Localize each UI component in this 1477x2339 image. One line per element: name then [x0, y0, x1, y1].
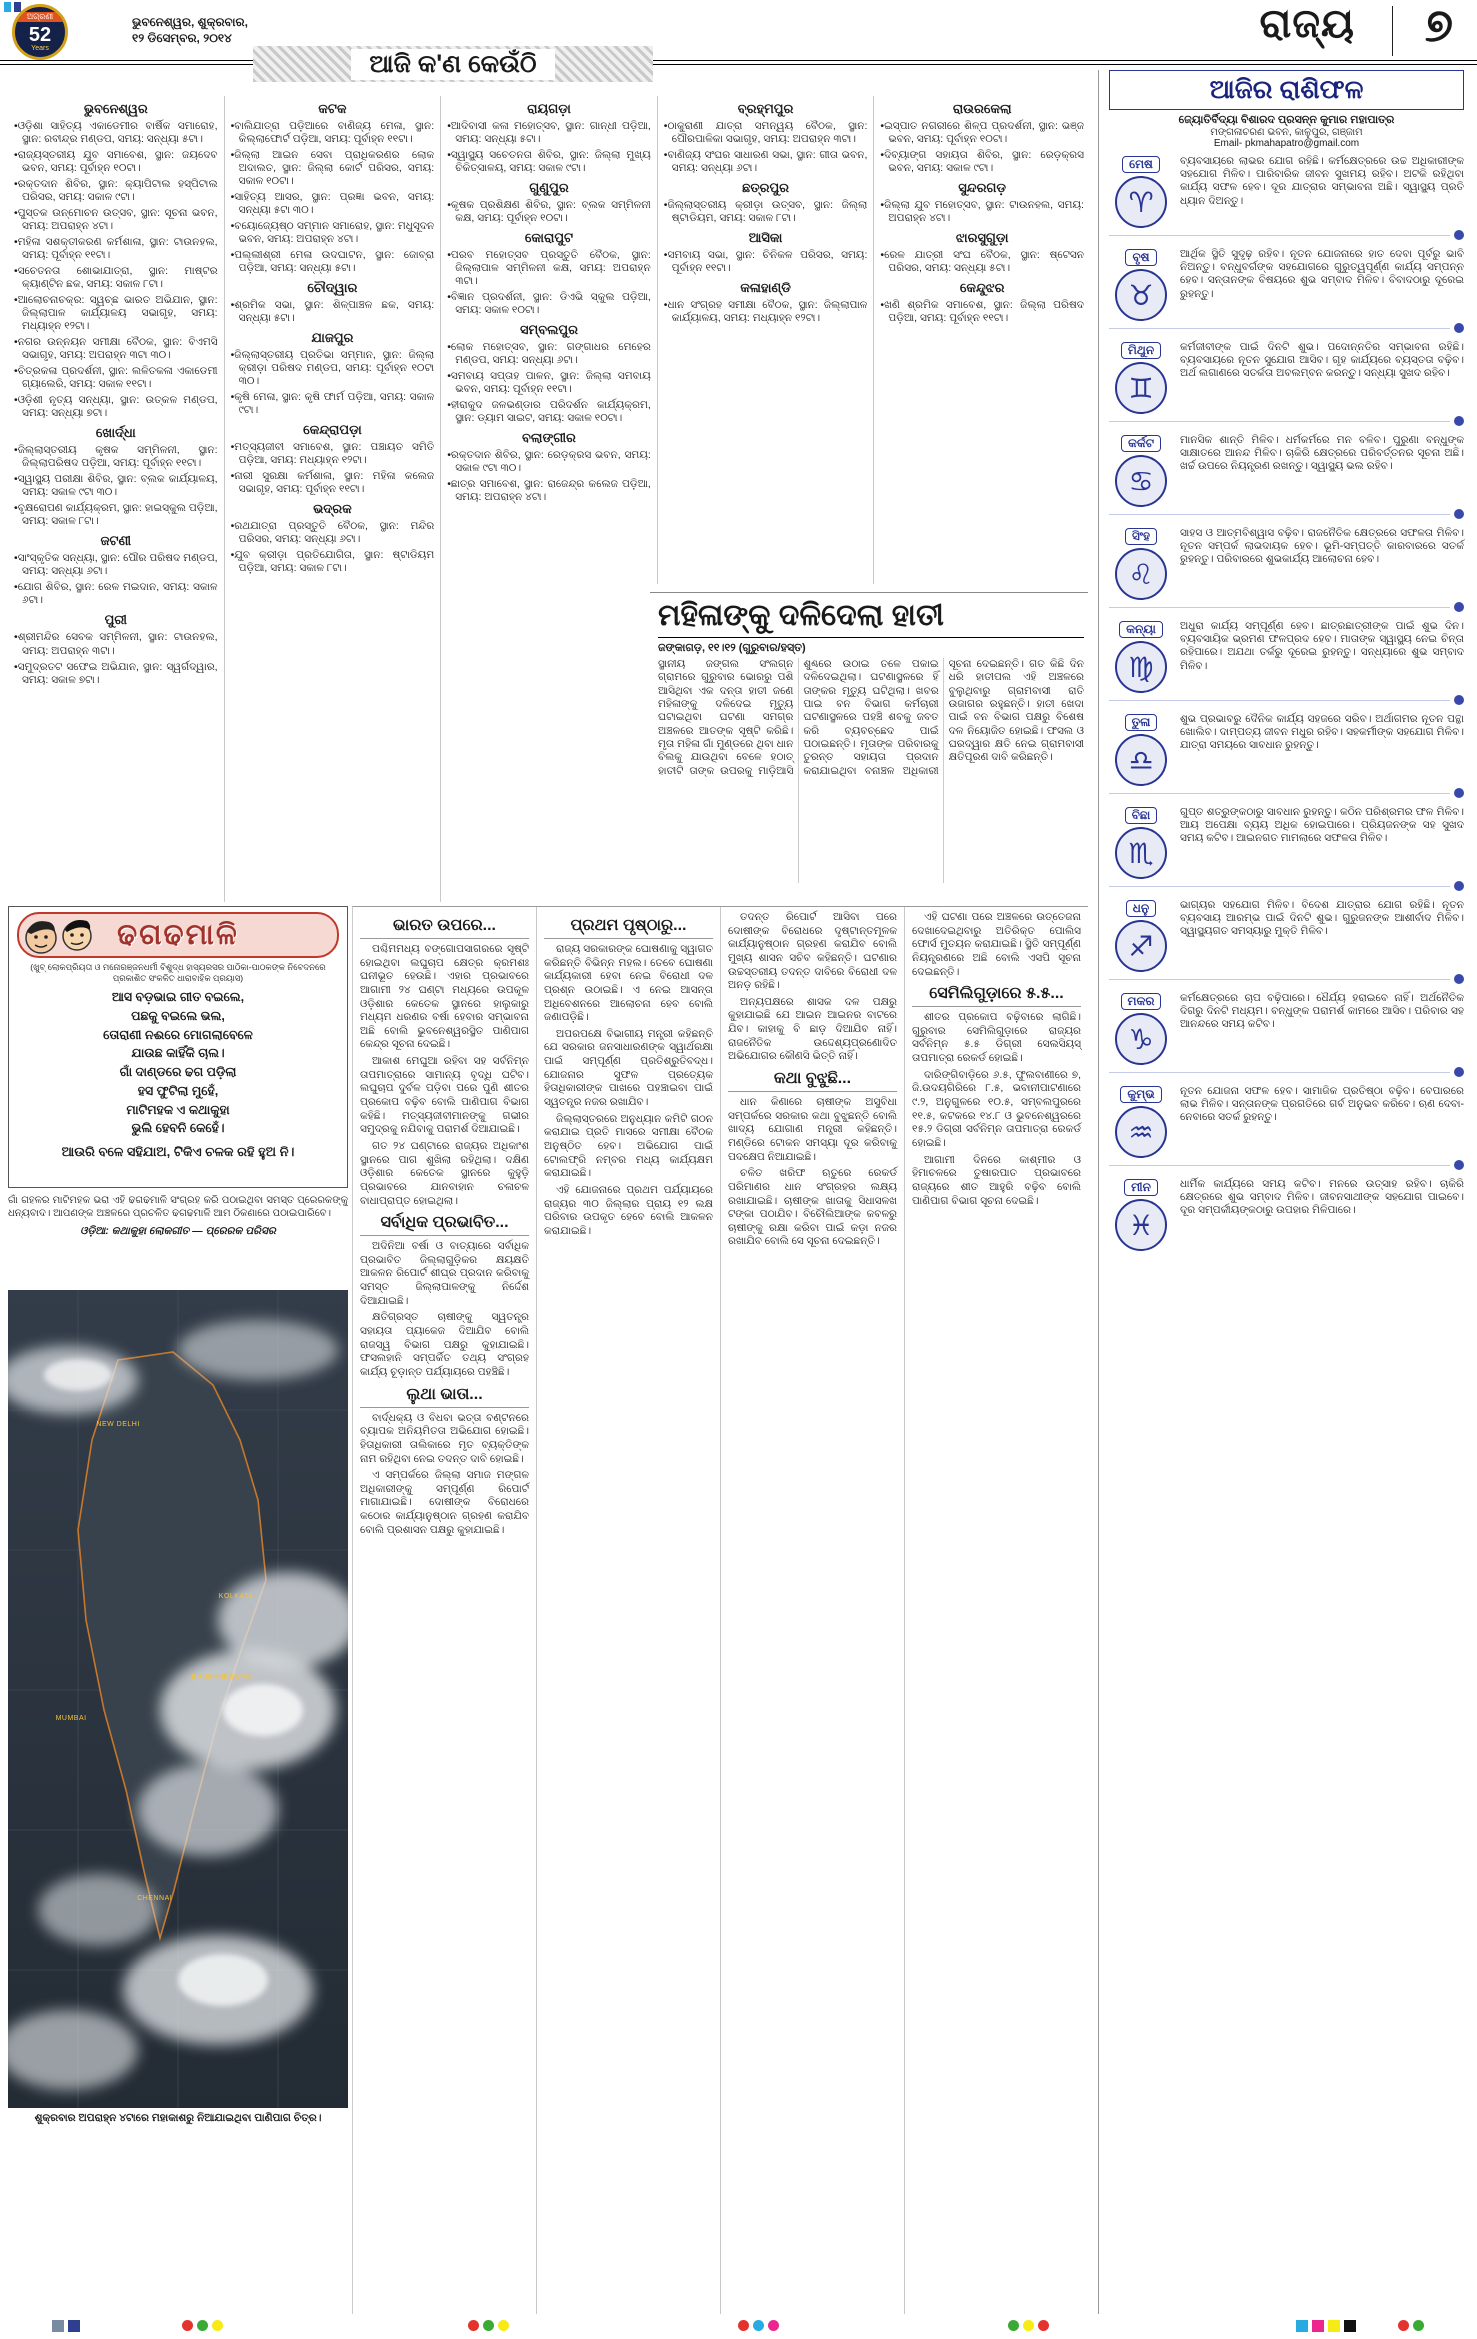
masthead-rule [0, 60, 1477, 61]
listing-item: • ପୁସ୍ତକ ଉନ୍ମୋଚନ ଉତ୍ସବ, ସ୍ଥାନ: ସୂଚନା ଭବନ, ସମୟ: ଅପରାହ୍ନ ୪ଟା। [14, 207, 218, 233]
listing-town-heading: ସମ୍ବଲପୁର [520, 322, 578, 338]
section-paragraph: ଏହି ଯୋଜନାରେ ପ୍ରଥମ ପର୍ଯ୍ୟାୟରେ ରାଜ୍ୟର ୩୦ ଜିଲ୍ଲାର ପ୍ରାୟ ୧୨ ଲକ୍ଷ ପରିବାର ଉପକୃତ ହେବେ ବୋଲି ଆକଳନ କରାଯାଇଛି। [544, 1183, 713, 1237]
reg-dot [498, 2320, 509, 2331]
zodiac-sign-name: ମକର [1121, 993, 1162, 1010]
zodiac-sign-icon: ♑ [1115, 1013, 1167, 1065]
zodiac-sign-left [1109, 620, 1173, 693]
listing-item: • ନଗର ଉନ୍ନୟନ ସମୀକ୍ଷା ବୈଠକ, ସ୍ଥାନ: ବିଏମସି ସଭାଗୃହ, ସମୟ: ଅପରାହ୍ନ ୩ଟା ୩୦। [14, 336, 218, 362]
reg-dot [1038, 2320, 1049, 2331]
zodiac-sign-block [1109, 155, 1464, 228]
zodiac-sign-icon: ♓ [1115, 1199, 1167, 1251]
listing-item: • ସମବାୟ ସଭା, ସ୍ଥାନ: ଚିନିକଳ ପରିସର, ସମୟ: ପୂର୍ବାହ୍ନ ୧୧ଟା। [664, 249, 868, 275]
listing-item: • ସାଂସ୍କୃତିକ ସନ୍ଧ୍ୟା, ସ୍ଥାନ: ପୌର ପରିଷଦ ମଣ୍ଡପ, ସମୟ: ସନ୍ଧ୍ୟା ୬ଟା। [14, 552, 218, 578]
humor-closing-couplet: ଆଉରି ବଳେ ସହିଯାଅ, ଟିକିଏ ଚଳକ ରହି ହୁଅ ନି। [61, 1144, 295, 1160]
zodiac-sign-icon: ♋ [1115, 455, 1167, 507]
separator-line [1109, 793, 1450, 794]
zodiac-sign-text: ଧାର୍ମିକ କାର୍ଯ୍ୟରେ ସମୟ କଟିବ। ମନରେ ଉତ୍ସାହ ରହିବ। ଚାକିରି କ୍ଷେତ୍ରରେ ଶୁଭ ସମ୍ବାଦ ମିଳିବ। ଜୀବନସାଥୀଙ୍କ ସହଯୋଗ ପାଇବେ। ଦୂର ସମ୍ପର୍କୀୟଙ୍କଠାରୁ ଉପହାର ମିଳିପାରେ। [1180, 1178, 1464, 1217]
section-paragraph: କ୍ଷତିଗ୍ରସ୍ତ ଚାଷୀଙ୍କୁ ସ୍ୱତନ୍ତ୍ର ସହାୟତା ପ୍ୟାକେଜ ଦିଆଯିବ ବୋଲି ରାଜସ୍ୱ ବିଭାଗ ପକ୍ଷରୁ କୁହାଯାଇଛି। ଫସଲହାନି ସମ୍ପର୍କିତ ତଥ୍ୟ ସଂଗ୍ରହ କାର୍ଯ୍ୟ ଚୂଡ଼ାନ୍ତ ପର୍ଯ୍ୟାୟରେ ପହଞ୍ଚିଛି। [360, 1311, 529, 1378]
zodiac-separator [1109, 600, 1464, 614]
section-paragraph: ଗତ ୨୪ ଘଣ୍ଟାରେ ରାଜ୍ୟର ଅଧିକାଂଶ ସ୍ଥାନରେ ପାଗ ଶୁଖିଲା ରହିଥିଲା। ଦକ୍ଷିଣ ଓଡ଼ିଶାର କେତେକ ସ୍ଥାନରେ କୁହୁଡ଼ି ପ୍ରଭାବରେ ଯାନବାହାନ ଚଳାଚଳ ବାଧାପ୍ରାପ୍ତ ହୋଇଥିଲା। [360, 1139, 529, 1207]
zodiac-sign-text: ଅଧୁରା କାର୍ଯ୍ୟ ସମ୍ପୂର୍ଣ୍ଣ ହେବ। ଛାତ୍ରଛାତ୍ରୀଙ୍କ ପାଇଁ ଶୁଭ ଦିନ। ବ୍ୟବସାୟିକ ଭ୍ରମଣ ଫଳପ୍ରଦ ହେବ। ମାତାଙ୍କ ସ୍ୱାସ୍ଥ୍ୟ ନେଇ ଚିନ୍ତା ରହିପାରେ। ଅଯଥା ତର୍କରୁ ଦୂରେଇ ରୁହନ୍ତୁ। ସନ୍ଧ୍ୟାରେ ଶୁଭ ସମ୍ବାଦ ମିଳିବ। [1180, 620, 1464, 672]
separator-dot [1454, 416, 1464, 426]
listing-town-heading: ଚୌଦ୍ୱାର [307, 280, 358, 296]
bottom-column [353, 907, 536, 2314]
zodiac-sign-left [1109, 713, 1173, 786]
note-credit: ଓଡ଼ିଆ: କଥାକୁହା ଲୋକଗୀତ — ପ୍ରେରକ ପରିସର [80, 1225, 276, 1237]
listing-item: • ରେଳ ଯାତ୍ରୀ ସଂଘ ବୈଠକ, ସ୍ଥାନ: ଷ୍ଟେସନ ପରିସର, ସମୟ: ସନ୍ଧ୍ୟା ୫ଟା। [880, 249, 1084, 275]
map-city-label: CHENNAI [137, 1895, 173, 1903]
listing-town-heading: ଯାଜପୁର [311, 330, 354, 346]
zodiac-separator [1109, 879, 1464, 893]
zodiac-separator [1109, 1158, 1464, 1172]
section-paragraph: ଏହି ଘଟଣା ପରେ ଅଞ୍ଚଳରେ ଉତ୍ତେଜନା ଦେଖାଦେଇଥିବାରୁ ଅତିରିକ୍ତ ପୋଲିସ ଫୋର୍ସ ମୁତୟନ କରାଯାଇଛି। ସ୍ଥିତି ସମ୍ପୂର୍ଣ୍ଣ ନିୟନ୍ତ୍ରଣରେ ଅଛି ବୋଲି ଏସପି ସୂଚନା ଦେଇଛନ୍ତି। [912, 911, 1081, 978]
separator-line [1109, 700, 1450, 701]
zodiac-separator [1109, 321, 1464, 335]
reg-dot [1413, 2320, 1424, 2331]
listing-item: • ବାଣିଜ୍ୟ ସଂଘର ସାଧାରଣ ସଭା, ସ୍ଥାନ: ଗୀତା ଭବନ, ସମୟ: ସନ୍ଧ୍ୟା ୬ଟା। [664, 149, 868, 175]
listing-town-heading: ରାଉରକେଲା [952, 101, 1012, 116]
listing-column [657, 96, 874, 584]
section-heading: ଭାରତ ଉପରେ... [360, 917, 529, 939]
separator-dot [1454, 1160, 1464, 1170]
reg-cluster [1296, 2320, 1356, 2332]
zodiac-sign-left [1109, 341, 1173, 414]
listing-item: • ଆଦିବାସୀ କଳା ମହୋତ୍ସବ, ସ୍ଥାନ: ଗାନ୍ଧୀ ପଡ଼ିଆ, ସମୟ: ସନ୍ଧ୍ୟା ୫ଟା। [447, 120, 651, 146]
section-paragraph: ଅଦିନିଆ ବର୍ଷା ଓ ବାତ୍ୟାରେ ସର୍ବାଧିକ ପ୍ରଭାବିତ ଜିଲ୍ଲାଗୁଡ଼ିକର କ୍ଷୟକ୍ଷତି ଆକଳନ ରିପୋର୍ଟ ଶୀଘ୍ର ପ୍ରଦାନ କରିବାକୁ ସମସ୍ତ ଜିଲ୍ଲାପାଳଙ୍କୁ ନିର୍ଦ୍ଦେଶ ଦିଆଯାଇଛି। [360, 1240, 529, 1307]
separator-line [1109, 979, 1450, 980]
weather-figure [8, 1290, 348, 2130]
zodiac-sign-text: ଗୁପ୍ତ ଶତ୍ରୁଙ୍କଠାରୁ ସାବଧାନ ରୁହନ୍ତୁ। କଠିନ ପରିଶ୍ରମର ଫଳ ମିଳିବ। ଆୟ ଅପେକ୍ଷା ବ୍ୟୟ ଅଧିକ ହୋଇପାରେ। ପ୍ରିୟଜନଙ୍କ ସହ ସୁଖଦ ସମୟ କଟିବ। ଆଇନଗତ ମାମଲାରେ ସଫଳତା ମିଳିବ। [1180, 806, 1464, 845]
zodiac-separator [1109, 1065, 1464, 1079]
zodiac-sign-name: ବୃଷ [1125, 249, 1156, 266]
zodiac-sign-name: କନ୍ୟା [1119, 621, 1163, 638]
zodiac-sign-text: ସାହସ ଓ ଆତ୍ମବିଶ୍ୱାସ ବଢ଼ିବ। ରାଜନୈତିକ କ୍ଷେତ୍ରରେ ସଫଳତା ମିଳିବ। ନୂତନ ସମ୍ପର୍କ ଲାଭଦାୟକ ହେବ। ଭୂମି-ସମ୍ପତ୍ତି କାରବାରରେ ସତର୍କ ରୁହନ୍ତୁ। ପରିବାରରେ ଶୁଭକାର୍ଯ୍ୟ ଆଲୋଚନା ହେବ। [1180, 527, 1464, 566]
humor-verse-line: ଯାଉଛ କାହିଁକି ଚାଲ। [131, 1046, 225, 1061]
listing-town-heading: ଭୁବନେଶ୍ୱର [83, 101, 148, 116]
zodiac-separator [1109, 786, 1464, 800]
listing-item: • ନାରୀ ସୁରକ୍ଷା କର୍ମଶାଳା, ସ୍ଥାନ: ମହିଳା କଲେଜ ସଭାଗୃହ, ସମୟ: ପୂର୍ବାହ୍ନ ୧୧ଟା। [231, 470, 435, 496]
listing-item: • ସାହିତ୍ୟ ଆସର, ସ୍ଥାନ: ପ୍ରଜ୍ଞା ଭବନ, ସମୟ: ସନ୍ଧ୍ୟା ୫ଟା ୩୦। [231, 191, 435, 217]
masthead-divider [1392, 6, 1394, 56]
zodiac-sign-block [1109, 992, 1464, 1065]
listing-town-heading: ଆସିକା [748, 230, 783, 246]
zodiac-sign-name: ମୀନ [1124, 1179, 1158, 1196]
map-city-label: MUMBAI [55, 1715, 87, 1723]
reg-dot [197, 2320, 208, 2331]
listings-banner [253, 46, 653, 82]
reg-square [68, 2320, 80, 2332]
astrologer-name: ଜ୍ୟୋତିର୍ବିଦ୍ୟା ବିଶାରଦ ପ୍ରସନ୍ନ କୁମାର ମହାପାତ୍ର [1178, 114, 1395, 126]
print-corner-marks [4, 2, 21, 12]
reg-cluster [182, 2320, 223, 2331]
listing-item: • ଲୋକ ମହୋତ୍ସବ, ସ୍ଥାନ: ଗଙ୍ଗାଧର ମେହେର ମଣ୍ଡପ, ସମୟ: ସନ୍ଧ୍ୟା ୬ଟା। [447, 341, 651, 367]
masthead-dateline [132, 14, 248, 46]
reg-dot [1023, 2320, 1034, 2331]
separator-dot [1454, 1067, 1464, 1077]
listing-item: • ହୀରାକୁଦ ଜଳଭଣ୍ଡାର ପରିଦର୍ଶନ କାର୍ଯ୍ୟକ୍ରମ, ସ୍ଥାନ: ଡ୍ୟାମ ସାଇଟ, ସମୟ: ସକାଳ ୧୦ଟା। [447, 399, 651, 425]
section-heading: କଥା ବୁଝୁଛି... [728, 1070, 897, 1092]
horoscope-title: ଆଜିର ରାଶିଫଳ [1109, 70, 1464, 110]
reg-dot [468, 2320, 479, 2331]
zodiac-sign-text: ଭାଗ୍ୟର ସହଯୋଗ ମିଳିବ। ବିଦେଶ ଯାତ୍ରାର ଯୋଗ ରହିଛି। ନୂତନ ବ୍ୟବସାୟ ଆରମ୍ଭ ପାଇଁ ଦିନଟି ଶୁଭ। ଗୁରୁଜନଙ୍କ ଆଶୀର୍ବାଦ ମିଳିବ। ସ୍ୱାସ୍ଥ୍ୟଗତ ସମସ୍ୟାରୁ ମୁକ୍ତି ମିଳିବ। [1180, 899, 1464, 938]
bottom-column [904, 907, 1088, 2314]
listing-item: • ରଥଯାତ୍ରା ପ୍ରସ୍ତୁତି ବୈଠକ, ସ୍ଥାନ: ମନ୍ଦିର ପରିସର, ସମୟ: ସନ୍ଧ୍ୟା ୬ଟା। [231, 520, 435, 546]
cyan-mark [4, 2, 11, 12]
listing-column [8, 96, 224, 902]
map-city-label: KOLKATA [218, 1592, 254, 1600]
zodiac-sign-left [1109, 806, 1173, 879]
listing-town-heading: ରାୟଗଡ଼ା [527, 101, 571, 116]
astrologer-address: ମଙ୍ଗଳାଚରଣ ଭବନ, କାଳୁପୁର, ଗଞ୍ଜାମ [1210, 127, 1363, 138]
listing-item: • ରକ୍ତଦାନ ଶିବିର, ସ୍ଥାନ: ରେଡ଼କ୍ରସ ଭବନ, ସମୟ: ସକାଳ ୯ଟା ୩୦। [447, 449, 651, 475]
logo-ribbon: ଅଗ୍ରଣୀ [15, 12, 65, 22]
separator-dot [1454, 230, 1464, 240]
listing-column [440, 96, 657, 902]
logo-years-label: Years [31, 45, 49, 52]
section-paragraph: ଆଗାମୀ ଦିନରେ କାଶ୍ମୀର ଓ ହିମାଚଳରେ ତୁଷାରପାତ ପ୍ରଭାବରେ ରାଜ୍ୟରେ ଶୀତ ଆହୁରି ବଢ଼ିବ ବୋଲି ପାଣିପାଗ ବିଭାଗ ସୂଚନା ଦେଇଛି। [912, 1153, 1081, 1207]
listing-column [224, 96, 441, 902]
separator-dot [1454, 974, 1464, 984]
listing-item: • ଜିଲ୍ଲା ଆଇନ ସେବା ପ୍ରାଧିକରଣର ଲୋକ ଅଦାଲତ, ସ୍ଥାନ: ଜିଲ୍ଲା କୋର୍ଟ ପରିସର, ସମୟ: ସକାଳ ୧୦ଟା। [231, 149, 435, 188]
listings-title: ଆଜି କ'ଣ କେଉଁଠି [351, 49, 554, 80]
listing-item: • ଖଣି ଶ୍ରମିକ ସମାବେଶ, ସ୍ଥାନ: ଜିଲ୍ଲା ପରିଷଦ ପଡ଼ିଆ, ସମୟ: ପୂର୍ବାହ୍ନ ୧୧ଟା। [880, 299, 1084, 325]
astrologer-email: Email- pkmahapatro@gmail.com [1213, 138, 1360, 149]
zodiac-sign-icon: ♍ [1115, 641, 1167, 693]
zodiac-sign-block [1109, 248, 1464, 321]
section-title: ରାଜ୍ୟ [1259, 2, 1355, 46]
listing-item: • ଶ୍ରୀମନ୍ଦିର ସେବକ ସମ୍ମିଳନୀ, ସ୍ଥାନ: ଟାଉନହଲ, ସମୟ: ଅପରାହ୍ନ ୩ଟା। [14, 631, 218, 657]
separator-dot [1454, 788, 1464, 798]
humor-verse-line: ତୋରାଣୀ ନଈରେ ମୋଗଲାବେଳେ [103, 1027, 253, 1042]
zodiac-sign-icon: ♈ [1115, 176, 1167, 228]
listing-town-heading: ଜଟଣୀ [100, 533, 132, 549]
listing-item: • ବୟୋଜ୍ୟେଷ୍ଠ ସମ୍ମାନ ସମାରୋହ, ସ୍ଥାନ: ମଧୁସୂଦନ ଭବନ, ସମୟ: ଅପରାହ୍ନ ୪ଟା। [231, 220, 435, 246]
zodiac-sign-name: ସିଂହ [1125, 528, 1157, 545]
reg-dot [738, 2320, 749, 2331]
separator-dot [1454, 602, 1464, 612]
zodiac-sign-left [1109, 899, 1173, 972]
zodiac-sign-text: ମାନସିକ ଶାନ୍ତି ମିଳିବ। ଧର୍ମକର୍ମରେ ମନ ବଳିବ। ପୁରୁଣା ବନ୍ଧୁଙ୍କ ସାକ୍ଷାତରେ ଆନନ୍ଦ ମିଳିବ। ଚାକିରି କ୍ଷେତ୍ରରେ ପରିବର୍ତ୍ତନର ସୂଚନା ଅଛି। ଖର୍ଚ୍ଚ ଉପରେ ନିୟନ୍ତ୍ରଣ ରଖନ୍ତୁ। ସ୍ୱାସ୍ଥ୍ୟ ଭଲ ରହିବ। [1180, 434, 1464, 473]
logo-anniversary-number: 52 [28, 24, 52, 46]
listing-item: • ଠାକୁରାଣୀ ଯାତ୍ରା ସମନ୍ୱୟ ବୈଠକ, ସ୍ଥାନ: ପୌରପାଳିକା ସଭାଗୃହ, ସମୟ: ଅପରାହ୍ନ ୩ଟା। [664, 120, 868, 146]
listing-item: • ସ୍ୱାସ୍ଥ୍ୟ ପରୀକ୍ଷା ଶିବିର, ସ୍ଥାନ: ବ୍ଲକ କାର୍ଯ୍ୟାଳୟ, ସମୟ: ସକାଳ ୯ଟା ୩୦। [14, 473, 218, 499]
reg-dot [212, 2320, 223, 2331]
zodiac-sign-block [1109, 899, 1464, 972]
listing-item: • ବିଜ୍ଞାନ ପ୍ରଦର୍ଶନୀ, ସ୍ଥାନ: ଡିଏଭି ସ୍କୁଲ ପଡ଼ିଆ, ସମୟ: ସକାଳ ୧୦ଟା। [447, 291, 651, 317]
listing-item: • ଚିତ୍ରକଳା ପ୍ରଦର୍ଶନୀ, ସ୍ଥାନ: ଲଳିତକଳା ଏକାଡେମୀ ଗ୍ୟାଲେରି, ସମୟ: ସକାଳ ୧୧ଟା। [14, 365, 218, 391]
zodiac-sign-left [1109, 434, 1173, 507]
section-heading: ପ୍ରଥମ ପୃଷ୍ଠାରୁ... [544, 917, 713, 939]
section-paragraph: ଅପରପକ୍ଷେ ବିଭାଗୀୟ ମନ୍ତ୍ରୀ କହିଛନ୍ତି ଯେ ସରକାର ଜନସାଧାରଣଙ୍କ ସ୍ୱାର୍ଥରକ୍ଷା ପାଇଁ ସମ୍ପୂର୍ଣ୍ଣ ପ୍ରତିଶ୍ରୁତିବଦ୍ଧ। ଯୋଜନାର ସୁଫଳ ପ୍ରତ୍ୟେକ ହିତାଧିକାରୀଙ୍କ ପାଖରେ ପହଞ୍ଚାଇବା ପାଇଁ ସ୍ୱତନ୍ତ୍ର ନଜର ରଖାଯିବ। [544, 1027, 713, 1109]
zodiac-sign-block [1109, 1178, 1464, 1251]
zodiac-sign-name: ମେଷ [1122, 156, 1160, 173]
humor-verse-line: ଆସ ବଡ଼ଭାଇ ଗୀତ ବଇଲେ, [111, 990, 245, 1005]
zodiac-sign-icon: ♎ [1115, 734, 1167, 786]
separator-line [1109, 235, 1450, 236]
separator-line [1109, 514, 1450, 515]
zodiac-sign-block [1109, 1085, 1464, 1158]
section-paragraph: ଚଳିତ ଖରିଫ ଋତୁରେ ରେକର୍ଡ ପରିମାଣର ଧାନ ସଂଗ୍ରହର ଲକ୍ଷ୍ୟ ରଖାଯାଇଛି। ଚାଷୀଙ୍କ ଖାତାକୁ ସିଧାସଳଖ ଟଙ୍କା ପଠାଯିବ। ବିଚୌଲିଆଙ୍କ କବଳରୁ ଚାଷୀଙ୍କୁ ରକ୍ଷା କରିବା ପାଇଁ କଡ଼ା ନଜର ରଖାଯିବ ବୋଲି ସେ ସୂଚନା ଦେଇଛନ୍ତି। [728, 1167, 897, 1248]
zodiac-sign-block [1109, 341, 1464, 414]
zodiac-sign-left [1109, 527, 1173, 600]
humor-verse-line: ପଛକୁ ବଇଲେ ଭଲ, [131, 1008, 225, 1023]
listing-item: • ଦିବ୍ୟାଙ୍ଗ ସହାୟତା ଶିବିର, ସ୍ଥାନ: ରେଡ଼କ୍ରସ ଭବନ, ସମୟ: ସକାଳ ୯ଟା। [880, 149, 1084, 175]
contributor-note [8, 1194, 348, 1286]
humor-verse-line: ଭୁଲି ହେବନି କେହେଁ। [131, 1121, 225, 1136]
listing-town-heading: ବଲାଙ୍ଗୀର [522, 430, 576, 446]
zodiac-sign-left [1109, 155, 1173, 228]
zodiac-sign-left [1109, 1178, 1173, 1251]
masthead-date: ୧୨ ଡିସେମ୍ବର, ୨୦୧୪ [132, 31, 232, 46]
listing-column [873, 96, 1090, 584]
zodiac-sign-name: ବିଛା [1125, 807, 1158, 824]
listing-item: • କୃଷି ମେଳା, ସ୍ଥାନ: କୃଷି ଫାର୍ମ ପଡ଼ିଆ, ସମୟ: ସକାଳ ୯ଟା। [231, 391, 435, 417]
reg-dot [182, 2320, 193, 2331]
bottom-column [536, 907, 720, 2314]
listing-item: • ସ୍ୱାସ୍ଥ୍ୟ ସଚେତନତା ଶିବିର, ସ୍ଥାନ: ଜିଲ୍ଲା ମୁଖ୍ୟ ଚିକିତ୍ସାଳୟ, ସମୟ: ସକାଳ ୯ଟା। [447, 149, 651, 175]
listing-town-heading: ବ୍ରହ୍ମପୁର [737, 101, 794, 116]
zodiac-sign-text: କର୍ମଜୀବୀଙ୍କ ପାଇଁ ଦିନଟି ଶୁଭ। ପଦୋନ୍ନତିର ସମ୍ଭାବନା ରହିଛି। ବ୍ୟବସାୟରେ ନୂତନ ସୁଯୋଗ ଆସିବ। ଗୃହ କାର୍ଯ୍ୟରେ ବ୍ୟସ୍ତତା ବଢ଼ିବ। ଅର୍ଥ ଲଗାଣରେ ସତର୍କତା ଅବଲମ୍ବନ କରନ୍ତୁ। ସନ୍ଧ୍ୟା ସୁଖଦ ରହିବ। [1180, 341, 1464, 380]
reg-dot [483, 2320, 494, 2331]
zodiac-sign-text: ଆର୍ଥିକ ସ୍ଥିତି ସୁଦୃଢ଼ ରହିବ। ନୂତନ ଯୋଜନାରେ ହାତ ଦେବା ପୂର୍ବରୁ ଭାବି ନିଅନ୍ତୁ। ବନ୍ଧୁବର୍ଗଙ୍କ ସହଯୋଗରେ ଗୁରୁତ୍ୱପୂର୍ଣ୍ଣ କାର୍ଯ୍ୟ ସମ୍ପନ୍ନ ହେବ। ସନ୍ତାନଙ୍କ ବିଷୟରେ ଶୁଭ ସମ୍ବାଦ ମିଳିବ। ବିବାଦଠାରୁ ଦୂରେଇ ରୁହନ୍ତୁ। [1180, 248, 1464, 300]
reg-cluster [468, 2320, 509, 2331]
zodiac-sign-text: କର୍ମକ୍ଷେତ୍ରରେ ଚାପ ବଢ଼ିପାରେ। ଧୈର୍ଯ୍ୟ ହରାଇବେ ନାହିଁ। ଅର୍ଥନୈତିକ ଦିଗରୁ ଦିନଟି ମଧ୍ୟମ। ବନ୍ଧୁଙ୍କ ପରାମର୍ଶ କାମରେ ଆସିବ। ପରିବାର ସହ ଆନନ୍ଦରେ ସମୟ କଟିବ। [1180, 992, 1464, 1031]
listing-item: • ରାଜ୍ୟସ୍ତରୀୟ ଯୁବ ସମାବେଶ, ସ୍ଥାନ: ଜୟଦେବ ଭବନ, ସମୟ: ପୂର୍ବାହ୍ନ ୧୦ଟା। [14, 149, 218, 175]
separator-line [1109, 886, 1450, 887]
zodiac-sign-left [1109, 992, 1173, 1065]
news-article [650, 592, 1088, 904]
zodiac-sign-icon: ♒ [1115, 1106, 1167, 1158]
listing-town-heading: ଛତ୍ରପୁର [742, 180, 790, 196]
listing-item: • ଶ୍ରମିକ ସଭା, ସ୍ଥାନ: ଶିଳ୍ପାଞ୍ଚଳ ଛକ, ସମୟ: ସନ୍ଧ୍ୟା ୫ଟା। [231, 299, 435, 325]
section-paragraph: ତଦନ୍ତ ରିପୋର୍ଟ ଆସିବା ପରେ ଦୋଷୀଙ୍କ ବିରୋଧରେ ଦୃଷ୍ଟାନ୍ତମୂଳକ କାର୍ଯ୍ୟାନୁଷ୍ଠାନ ଗ୍ରହଣ କରାଯିବ ବୋଲି ମୁଖ୍ୟ ଶାସନ ସଚିବ କହିଛନ୍ତି। ଘଟଣାର ଉଚ୍ଚସ୍ତରୀୟ ତଦନ୍ତ ଦାବିରେ ବିରୋଧୀ ଦଳ ଅନଡ଼ ରହିଛି। [728, 911, 897, 992]
zodiac-sign-left [1109, 248, 1173, 321]
listing-item: • ଯୋଗ ଶିବିର, ସ୍ଥାନ: ରେଳ ମଇଦାନ, ସମୟ: ସକାଳ ୬ଟା। [14, 581, 218, 607]
map-city-label: BHUBANESWAR [191, 1674, 252, 1682]
zodiac-sign-block [1109, 620, 1464, 693]
reg-cluster [1008, 2320, 1049, 2331]
listing-town-heading: କେନ୍ଦୁଝର [959, 280, 1005, 296]
satellite-map-graphic [8, 1290, 348, 2108]
section-paragraph: ରାଜ୍ୟ ସରକାରଙ୍କ ଘୋଷଣାକୁ ସ୍ୱାଗତ କରିଛନ୍ତି ବିଭିନ୍ନ ମହଲ। ତେବେ ଘୋଷଣା କାର୍ଯ୍ୟକାରୀ ହେବା ନେଇ ବିରୋଧୀ ଦଳ ପ୍ରଶ୍ନ ଉଠାଇଛି। ଏ ନେଇ ଆସନ୍ତା ଅଧିବେଶନରେ ଆଲୋଚନା ହେବ ବୋଲି ଜଣାପଡ଼ିଛି। [544, 943, 713, 1024]
listing-town-heading: ପୁରୀ [104, 612, 127, 628]
listing-item: • ଇସ୍ପାତ ନଗରୀରେ ଶିଳ୍ପ ପ୍ରଦର୍ଶନୀ, ସ୍ଥାନ: ଭଞ୍ଜ ଭବନ, ସମୟ: ପୂର୍ବାହ୍ନ ୧୦ଟା। [880, 120, 1084, 146]
reg-dot [1398, 2320, 1409, 2331]
zodiac-sign-name: କର୍କଟ [1121, 435, 1161, 452]
newspaper-logo [12, 4, 68, 60]
listing-town-heading: କଟକ [318, 101, 347, 116]
masthead-place-day: ଭୁବନେଶ୍ୱର, ଶୁକ୍ରବାର, [132, 15, 248, 29]
zodiac-separator [1109, 414, 1464, 428]
listing-item: • ମତ୍ସ୍ୟଜୀବୀ ସମାବେଶ, ସ୍ଥାନ: ପଞ୍ଚାୟତ ସମିତି ପଡ଼ିଆ, ସମୟ: ମଧ୍ୟାହ୍ନ ୧୨ଟା। [231, 441, 435, 467]
listing-town-heading: ସୁନ୍ଦରଗଡ଼ [958, 180, 1007, 196]
section-paragraph: ବାର୍ଦ୍ଧକ୍ୟ ଓ ବିଧବା ଭତ୍ତା ବଣ୍ଟନରେ ବ୍ୟାପକ ଅନିୟମିତତା ଅଭିଯୋଗ ହୋଇଛି। ହିତାଧିକାରୀ ତାଲିକାରେ ମୃତ ବ୍ୟକ୍ତିଙ୍କ ନାମ ରହିଥିବା ନେଇ ତଦନ୍ତ ଦାବି ହୋଇଛି। [360, 1411, 529, 1465]
zodiac-sign-name: ମିଥୁନ [1121, 342, 1161, 359]
humor-subtitle: (ଖୁବ୍ ଲୋକପ୍ରିୟତା ଓ ମନୋରଞ୍ଜନଧର୍ମୀ ବିଶୁଦ୍ଧ ହାସ୍ୟରସର ପାଠିକା-ପାଠକଙ୍କ ନିବେଦନରେ ପ୍ରକାଶିତ ସଂକଳିତ ଧାରାବାହିକ ପ୍ରୟାସ) [30, 962, 326, 984]
zodiac-list [1109, 155, 1464, 1251]
humor-verse-line: ମାଟିମହକ ଏ କଥାକୁହା [126, 1102, 230, 1117]
horoscope-panel [1098, 70, 1470, 2314]
zodiac-separator [1109, 228, 1464, 242]
humor-column [8, 906, 348, 1188]
listing-town-heading: କଳାହାଣ୍ଡି [740, 280, 791, 296]
zodiac-sign-name: ଧନୁ [1126, 900, 1156, 917]
note-text: ଗାଁ ଗହଳର ମାଟିମହକ ଭରା ଏହି ଢଗଢମାଳି ସଂଗ୍ରହ କରି ପଠାଇଥିବା ସମସ୍ତ ପ୍ରେରକଙ୍କୁ ଧନ୍ୟବାଦ। ଆପଣଙ୍କ ଅଞ୍ଚଳରେ ପ୍ରଚଳିତ ଢଗଢମାଳି ଆମ ଠିକଣାରେ ପଠାଇପାରିବେ। [8, 1195, 348, 1219]
listing-town-heading: ଖୋର୍ଦ୍ଧା [95, 425, 136, 441]
listing-item: • ବୃକ୍ଷରୋପଣ କାର୍ଯ୍ୟକ୍ରମ, ସ୍ଥାନ: ହାଇସ୍କୁଲ ପଡ଼ିଆ, ସମୟ: ସକାଳ ୮ଟା। [14, 502, 218, 528]
zodiac-sign-left [1109, 1085, 1173, 1158]
listing-town-heading: କେନ୍ଦ୍ରାପଡ଼ା [303, 422, 362, 438]
zodiac-sign-block [1109, 527, 1464, 600]
bottom-news-columns [352, 906, 1088, 2314]
reg-dot [1008, 2320, 1019, 2331]
reg-square [1312, 2320, 1324, 2332]
section-paragraph: ଅନ୍ୟପକ୍ଷରେ ଶାସକ ଦଳ ପକ୍ଷରୁ କୁହାଯାଇଛି ଯେ ଆଇନ ଆଇନର ବାଟରେ ଯିବ। କାହାକୁ ବି ଛାଡ଼ ଦିଆଯିବ ନାହିଁ। ରାଜନୈତିକ ଉଦ୍ଦେଶ୍ୟପ୍ରଣୋଦିତ ଅଭିଯୋଗର କୌଣସି ଭିତ୍ତି ନାହିଁ। [728, 995, 897, 1063]
article-body: ସ୍ଥାନୀୟ ଜଙ୍ଗଲ ସଂଲଗ୍ନ ଗ୍ରାମରେ ଗୁରୁବାର ଭୋରରୁ ପଶି ଆସିଥିବା ଏକ ଦନ୍ତା ହାତୀ ଜଣେ ମହିଳାଙ୍କୁ ଦଳିଦେଇ ମୃତ୍ୟୁ ଘଟାଇଥିବା ଘଟଣା ସମଗ୍ର ଅଞ୍ଚଳରେ ଆତଙ୍କ ସୃଷ୍ଟି କରିଛି। ମୃତା ମହିଳା ଗାଁ ମୁଣ୍ଡରେ ଥିବା ଧାନ ବିଲକୁ ଯାଉଥିବା ବେଳେ ହଠାତ୍ ହାତୀଟି ତାଙ୍କ ଉପରକୁ ମାଡ଼ିଆସି ଶୁଣ୍ଢରେ ଉଠାଇ ତଳେ ପକାଇ ଦଳିଦେଇଥିଲା। ଘଟଣାସ୍ଥଳରେ ହିଁ ତାଙ୍କର ମୃତ୍ୟୁ ଘଟିଥିଲା। ଖବର ପାଇ ବନ ବିଭାଗ କର୍ମଚାରୀ ଘଟଣାସ୍ଥଳରେ ପହଞ୍ଚି ଶବକୁ ଜବତ କରି ବ୍ୟବଚ୍ଛେଦ ପାଇଁ ପଠାଇଛନ୍ତି। ମୃତାଙ୍କ ପରିବାରକୁ ତୁରନ୍ତ ସହାୟତା ପ୍ରଦାନ କରାଯାଇଥିବା ବନାଞ୍ଚଳ ଅଧିକାରୀ ସୂଚନା ଦେଇଛନ୍ତି। ଗତ କିଛି ଦିନ ଧରି ହାତୀପଲ ଏହି ଅଞ୍ଚଳରେ ବୁଲୁଥିବାରୁ ଗ୍ରାମବାସୀ ରାତି ଉଜାଗର ରହୁଛନ୍ତି। ହାତୀ ଖେଦା ପାଇଁ ବନ ବିଭାଗ ପକ୍ଷରୁ ବିଶେଷ ଦଳ ନିୟୋଜିତ ହୋଇଛି। ଫସଲ ଓ ଘରଦ୍ୱାର କ୍ଷତି ନେଇ ଗ୍ରାମବାସୀ କ୍ଷତିପୂରଣ ଦାବି କରିଛନ୍ତି। [658, 658, 1084, 777]
reg-dot [768, 2320, 779, 2331]
separator-dot [1454, 509, 1464, 519]
listing-town-heading: ଗୁଣୁପୁର [529, 180, 569, 196]
separator-line [1109, 1072, 1450, 1073]
listing-item: • ପରବ ମହୋତ୍ସବ ପ୍ରସ୍ତୁତି ବୈଠକ, ସ୍ଥାନ: ଜିଲ୍ଲାପାଳ ସମ୍ମିଳନୀ କକ୍ଷ, ସମୟ: ଅପରାହ୍ନ ୩ଟା। [447, 249, 651, 288]
humor-title-banner [17, 912, 339, 958]
humor-title: ଢଗଢମାଳି [117, 918, 239, 951]
map-city-label: NEW DELHI [96, 1420, 140, 1428]
zodiac-sign-text: ଶୁଭ ପ୍ରଭାବରୁ ଦୈନିକ କାର୍ଯ୍ୟ ସହଜରେ ସରିବ। ଅର୍ଥାଗମର ନୂତନ ପନ୍ଥା ଖୋଲିବ। ଦାମ୍ପତ୍ୟ ଜୀବନ ମଧୁର ରହିବ। ସହକର୍ମୀଙ୍କ ସହଯୋଗ ମିଳିବ। ଯାତ୍ରା ସମୟରେ ସାବଧାନ ରୁହନ୍ତୁ। [1180, 713, 1464, 752]
section-heading: ଲୁଥା ଭାତା... [360, 1386, 529, 1408]
separator-line [1109, 328, 1450, 329]
separator-dot [1454, 881, 1464, 891]
article-dateline: ଜଙ୍କାଗଡ଼, ୧୧।୧୨ (ଗୁରୁବାର/ହସ୍ତ) [658, 642, 806, 654]
listing-item: • ଜିଲ୍ଲାସ୍ତରୀୟ କୃଷକ ସମ୍ମିଳନୀ, ସ୍ଥାନ: ଜିଲ୍ଲାପରିଷଦ ପଡ଼ିଆ, ସମୟ: ପୂର୍ବାହ୍ନ ୧୧ଟା। [14, 444, 218, 470]
reg-square [1296, 2320, 1308, 2332]
listing-item: • ଜିଲ୍ଲା ଯୁବ ମହୋତ୍ସବ, ସ୍ଥାନ: ଟାଉନହଲ, ସମୟ: ଅପରାହ୍ନ ୪ଟା। [880, 199, 1084, 225]
zodiac-separator [1109, 972, 1464, 986]
listing-item: • ମହିଳା ସଶକ୍ତୀକରଣ କର୍ମଶାଳା, ସ୍ଥାନ: ଟାଉନହଲ, ସମୟ: ପୂର୍ବାହ୍ନ ୧୧ଟା। [14, 236, 218, 262]
masthead [0, 0, 1477, 64]
humor-verse [17, 988, 339, 1138]
section-paragraph: ଜିଲ୍ଲାସ୍ତରରେ ଅନୁଧ୍ୟାନ କମିଟି ଗଠନ କରାଯାଇ ପ୍ରତି ମାସରେ ସମୀକ୍ଷା ବୈଠକ ଅନୁଷ୍ଠିତ ହେବ। ଅଭିଯୋଗ ପାଇଁ ଟୋଲଫ୍ରି ନମ୍ବର ମଧ୍ୟ କାର୍ଯ୍ୟକ୍ଷମ କରାଯାଇଛି। [544, 1112, 713, 1180]
listing-item: • ସମୁଦ୍ରତଟ ସଫେଇ ଅଭିଯାନ, ସ୍ଥାନ: ସ୍ୱର୍ଗଦ୍ୱାର, ସମୟ: ସକାଳ ୭ଟା। [14, 661, 218, 687]
zodiac-sign-icon: ♐ [1115, 920, 1167, 972]
section-paragraph: ଶୀତର ପ୍ରକୋପ ବଢ଼ିବାରେ ଲାଗିଛି। ଗୁରୁବାର ସେମିଲିଗୁଡ଼ାରେ ରାଜ୍ୟର ସର୍ବନିମ୍ନ ୫.୫ ଡିଗ୍ରୀ ସେଲସିୟସ୍ ତାପମାତ୍ରା ରେକର୍ଡ ହୋଇଛି। [912, 1011, 1081, 1065]
listing-item: • ପଲ୍ଲୀଶ୍ରୀ ମେଳା ଉଦଘାଟନ, ସ୍ଥାନ: ଜୋବ୍ରା ପଡ଼ିଆ, ସମୟ: ସନ୍ଧ୍ୟା ୫ଟା। [231, 249, 435, 275]
masthead-rule-thin [0, 64, 1477, 65]
section-paragraph: ଦାରିଙ୍ଗିବାଡ଼ିରେ ୬.୫, ଫୁଲବାଣୀରେ ୭, ଜି.ଉଦୟଗିରିରେ ୮.୫, ଭବାନୀପାଟଣାରେ ୯.୨, ଅନୁଗୁଳରେ ୧୦.୫, ସମ୍ବଲପୁରରେ ୧୧.୫, କଟକରେ ୧୪.୮ ଓ ଭୁବନେଶ୍ୱରରେ ୧୫.୨ ଡିଗ୍ରୀ ସର୍ବନିମ୍ନ ତାପମାତ୍ରା ରେକର୍ଡ ହୋଇଛି। [912, 1068, 1081, 1149]
section-paragraph: ଆକାଶ ମେଘୁଆ ରହିବା ସହ ସର୍ବନିମ୍ନ ତାପମାତ୍ରାରେ ସାମାନ୍ୟ ବୃଦ୍ଧି ଘଟିବ। ଲଘୁଚାପ ଦୁର୍ବଳ ପଡ଼ିବା ପରେ ପୁଣି ଶୀତର ପ୍ରକୋପ ବଢ଼ିବ ବୋଲି ପାଣିପାଗ ବିଭାଗ କହିଛି। ମତ୍ସ୍ୟଜୀବୀମାନଙ୍କୁ ଗଭୀର ସମୁଦ୍ରକୁ ନଯିବାକୁ ପରାମର୍ଶ ଦିଆଯାଇଛି। [360, 1055, 529, 1136]
listing-item: • କୃଷକ ପ୍ରଶିକ୍ଷଣ ଶିବିର, ସ୍ଥାନ: ବ୍ଲକ ସମ୍ମିଳନୀ କକ୍ଷ, ସମୟ: ପୂର୍ବାହ୍ନ ୧୦ଟା। [447, 199, 651, 225]
zodiac-separator [1109, 507, 1464, 521]
listing-item: • ଜିଲ୍ଲାସ୍ତରୀୟ ପ୍ରତିଭା ସମ୍ମାନ, ସ୍ଥାନ: ଜିଲ୍ଲା କ୍ରୀଡ଼ା ପରିଷଦ ମଣ୍ଡପ, ସମୟ: ପୂର୍ବାହ୍ନ ୧୦ଟା ୩୦। [231, 349, 435, 388]
section-heading: ସର୍ବାଧିକ ପ୍ରଭାବିତ... [360, 1214, 529, 1236]
separator-line [1109, 607, 1450, 608]
listing-town-heading: ଭଦ୍ରକ [313, 501, 352, 517]
zodiac-sign-icon: ♌ [1115, 548, 1167, 600]
zodiac-sign-name: କୁମ୍ଭ [1120, 1086, 1161, 1103]
weather-caption: ଶୁକ୍ରବାର ଅପରାହ୍ନ ୪ଟାରେ ମହାକାଶରୁ ନିଆଯାଇଥିବା ପାଣିପାଗ ଚିତ୍ର। [34, 2112, 322, 2124]
listing-town-heading: ଝାରସୁଗୁଡ଼ା [955, 230, 1009, 246]
zodiac-sign-icon: ♊ [1115, 362, 1167, 414]
zodiac-sign-name: ତୁଳା [1125, 714, 1158, 731]
article-headline: ମହିଳାଙ୍କୁ ଦଳିଦେଲା ହାତୀ [658, 599, 1084, 638]
zodiac-sign-block [1109, 806, 1464, 879]
zodiac-sign-text: ବ୍ୟବସାୟରେ ଲାଭର ଯୋଗ ରହିଛି। କର୍ମକ୍ଷେତ୍ରରେ ଉଚ୍ଚ ଅଧିକାରୀଙ୍କ ସହଯୋଗ ମିଳିବ। ପାରିବାରିକ ଜୀବନ ସୁଖମୟ ରହିବ। ଅଟକି ରହିଥିବା କାର୍ଯ୍ୟ ସଫଳ ହେବ। ଦୂର ଯାତ୍ରାର ସମ୍ଭାବନା ଅଛି। ସ୍ୱାସ୍ଥ୍ୟ ପ୍ରତି ଧ୍ୟାନ ଦିଅନ୍ତୁ। [1180, 155, 1464, 207]
reg-dot [753, 2320, 764, 2331]
separator-dot [1454, 323, 1464, 333]
reg-square [52, 2320, 64, 2332]
satellite-map-image [8, 1290, 348, 2108]
listing-item: • ସମବାୟ ସପ୍ତାହ ପାଳନ, ସ୍ଥାନ: ଜିଲ୍ଲା ସମବାୟ ଭବନ, ସମୟ: ପୂର୍ବାହ୍ନ ୧୧ଟା। [447, 370, 651, 396]
zodiac-sign-block [1109, 434, 1464, 507]
reg-cluster [1398, 2320, 1424, 2331]
separator-line [1109, 421, 1450, 422]
listing-item: • ଜିଲ୍ଲାସ୍ତରୀୟ କ୍ରୀଡ଼ା ଉତ୍ସବ, ସ୍ଥାନ: ଜିଲ୍ଲା ଷ୍ଟାଡିୟମ, ସମୟ: ସକାଳ ୮ଟା। [664, 199, 868, 225]
reg-cluster [738, 2320, 779, 2331]
listing-item: • ଧାନ ସଂଗ୍ରହ ସମୀକ୍ଷା ବୈଠକ, ସ୍ଥାନ: ଜିଲ୍ଲାପାଳ କାର୍ଯ୍ୟାଳୟ, ସମୟ: ମଧ୍ୟାହ୍ନ ୧୨ଟା। [664, 299, 868, 325]
page-number: ୭ [1424, 0, 1453, 51]
listing-item: • ରକ୍ତଦାନ ଶିବିର, ସ୍ଥାନ: କ୍ୟାପିଟାଲ ହସ୍ପିଟାଲ ପରିସର, ସମୟ: ସକାଳ ୯ଟା। [14, 178, 218, 204]
listing-item: • ଓଡ଼ିଶା ସାହିତ୍ୟ ଏକାଡେମୀର ବାର୍ଷିକ ସମାରୋହ, ସ୍ଥାନ: ରବୀନ୍ଦ୍ର ମଣ୍ଡପ, ସମୟ: ସନ୍ଧ୍ୟା ୫ଟା। [14, 120, 218, 146]
zodiac-sign-icon: ♏ [1115, 827, 1167, 879]
listing-item: • ଯୁବ କ୍ରୀଡ଼ା ପ୍ରତିଯୋଗିତା, ସ୍ଥାନ: ଷ୍ଟାଡିୟମ ପଡ଼ିଆ, ସମୟ: ସକାଳ ୮ଟା। [231, 549, 435, 575]
cartoon-faces-icon [21, 910, 99, 960]
section-paragraph: ପଶ୍ଚିମମଧ୍ୟ ବଙ୍ଗୋପସାଗରରେ ସୃଷ୍ଟି ହୋଇଥିବା ଲଘୁଚାପ କ୍ଷେତ୍ର କ୍ରମଶଃ ଘନୀଭୂତ ହେଉଛି। ଏହାର ପ୍ରଭାବରେ ଆଗାମୀ ୨୪ ଘଣ୍ଟା ମଧ୍ୟରେ ଉପକୂଳ ଓଡ଼ିଶାର କେତେକ ସ୍ଥାନରେ ହାଲୁକାରୁ ମଧ୍ୟମ ଧରଣର ବର୍ଷା ହେବାର ସମ୍ଭାବନା ଅଛି ବୋଲି ଭୁବନେଶ୍ୱରସ୍ଥିତ ପାଣିପାଗ କେନ୍ଦ୍ର ସୂଚନା ଦେଇଛି। [360, 943, 529, 1051]
humor-verse-line: ହସ ଫୁଟିଲା ମୁହେଁ, [137, 1083, 219, 1098]
reg-cluster [52, 2320, 80, 2332]
reg-square [1328, 2320, 1340, 2332]
section-paragraph: ଧାନ କିଣାରେ ଚାଷୀଙ୍କ ଅସୁବିଧା ସମ୍ପର୍କରେ ସରକାର କଥା ବୁଝୁଛନ୍ତି ବୋଲି ଖାଦ୍ୟ ଯୋଗାଣ ମନ୍ତ୍ରୀ କହିଛନ୍ତି। ମଣ୍ଡିରେ ଟୋକନ ସମସ୍ୟା ଦୂର କରିବାକୁ ପଦକ୍ଷେପ ନିଆଯାଇଛି। [728, 1096, 897, 1163]
zodiac-sign-block [1109, 713, 1464, 786]
section-heading: ସେମିଲିଗୁଡ଼ାରେ ୫.୫... [912, 985, 1081, 1007]
zodiac-separator [1109, 693, 1464, 707]
bottom-column [720, 907, 904, 2314]
humor-verse-line: ଗାଁ ଦାଣ୍ଡରେ ଢଗ ପଡ଼ିଲା [119, 1065, 237, 1080]
listing-item: • ବାଲିଯାତ୍ରା ପଡ଼ିଆରେ ବାଣିଜ୍ୟ ମେଳା, ସ୍ଥାନ: କିଲ୍ଲାଫୋର୍ଟ ପଡ଼ିଆ, ସମୟ: ପୂର୍ବାହ୍ନ ୧୧ଟା। [231, 120, 435, 146]
listing-item: • ଆଲୋଚନାଚକ୍ର: ସ୍ୱଚ୍ଛ ଭାରତ ଅଭିଯାନ, ସ୍ଥାନ: ଜିଲ୍ଲାପାଳ କାର୍ଯ୍ୟାଳୟ ସଭାଗୃହ, ସମୟ: ମଧ୍ୟାହ୍ନ ୧୨ଟା। [14, 294, 218, 333]
listing-town-heading: କୋରାପୁଟ [524, 230, 574, 246]
separator-line [1109, 1165, 1450, 1166]
listing-item: • ଛାତ୍ର ସମାବେଶ, ସ୍ଥାନ: ରାଜେନ୍ଦ୍ର କଲେଜ ପଡ଼ିଆ, ସମୟ: ଅପରାହ୍ନ ୪ଟା। [447, 478, 651, 504]
zodiac-sign-text: ନୂତନ ଯୋଜନା ସଫଳ ହେବ। ସାମାଜିକ ପ୍ରତିଷ୍ଠା ବଢ଼ିବ। ବେପାରରେ ଲାଭ ମିଳିବ। ସନ୍ତାନଙ୍କ ପ୍ରଗତିରେ ଗର୍ବ ଅନୁଭବ କରିବେ। ଋଣ ଦେବା-ନେବାରେ ସତର୍କ ରୁହନ୍ତୁ। [1180, 1085, 1464, 1124]
zodiac-sign-icon: ♉ [1115, 269, 1167, 321]
listing-item: • ଓଡ଼ିଶୀ ନୃତ୍ୟ ସନ୍ଧ୍ୟା, ସ୍ଥାନ: ଉତ୍କଳ ମଣ୍ଡପ, ସମୟ: ସନ୍ଧ୍ୟା ୭ଟା। [14, 394, 218, 420]
reg-square [1344, 2320, 1356, 2332]
separator-dot [1454, 695, 1464, 705]
section-paragraph: ଏ ସମ୍ପର୍କରେ ଜିଲ୍ଲା ସମାଜ ମଙ୍ଗଳ ଅଧିକାରୀଙ୍କୁ ସମ୍ପୂର୍ଣ୍ଣ ରିପୋର୍ଟ ମାଗାଯାଇଛି। ଦୋଷୀଙ୍କ ବିରୋଧରେ କଠୋର କାର୍ଯ୍ୟାନୁଷ୍ଠାନ ଗ୍ରହଣ କରାଯିବ ବୋଲି ପ୍ରଶାସନ ପକ୍ଷରୁ କୁହାଯାଇଛି। [360, 1469, 529, 1536]
print-registration-marks [0, 2318, 1477, 2334]
listing-item: • ସଚେତନତା ଶୋଭାଯାତ୍ରା, ସ୍ଥାନ: ମାଷ୍ଟର କ୍ୟାଣ୍ଟିନ ଛକ, ସମୟ: ସକାଳ ୮ଟା। [14, 265, 218, 291]
